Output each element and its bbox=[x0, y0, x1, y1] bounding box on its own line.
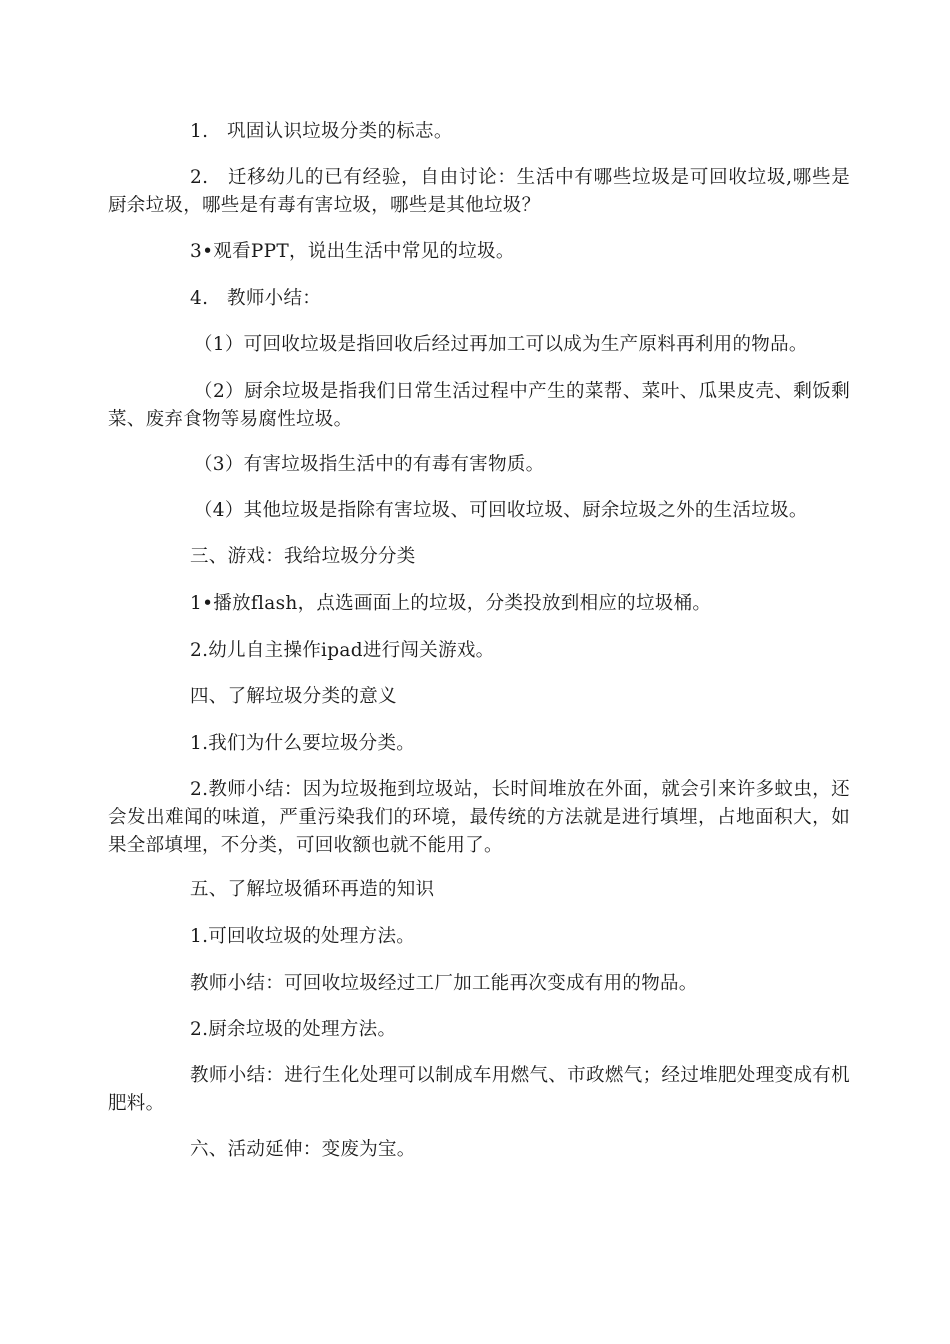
paragraph-9: 1•播放flash，点选画面上的垃圾，分类投放到相应的垃圾桶。 bbox=[190, 593, 712, 614]
paragraph-16: 教师小结：进行生化处理可以制成车用燃气、市政燃气；经过堆肥处理变成有机肥料。 bbox=[108, 1065, 850, 1114]
section-heading-6: 六、活动延伸：变废为宝。 bbox=[190, 1139, 416, 1160]
paragraph-10: 2.幼儿自主操作ipad进行闯关游戏。 bbox=[190, 640, 495, 661]
paragraph-3: 3•观看PPT，说出生活中常见的垃圾。 bbox=[190, 241, 515, 262]
section-heading-5: 五、了解垃圾循环再造的知识 bbox=[190, 879, 435, 900]
paragraph-7: （3）有害垃圾指生活中的有毒有害物质。 bbox=[194, 454, 545, 475]
paragraph-14: 教师小结：可回收垃圾经过工厂加工能再次变成有用的物品。 bbox=[190, 973, 698, 994]
paragraph-5: （1）可回收垃圾是指回收后经过再加工可以成为生产原料再利用的物品。 bbox=[194, 334, 808, 355]
paragraph-6: （2）厨余垃圾是指我们日常生活过程中产生的菜帮、菜叶、瓜果皮壳、剩饭剩菜、废弃食物等易腐性垃圾。 bbox=[108, 381, 850, 430]
paragraph-4: 4. 教师小结： bbox=[190, 288, 322, 309]
paragraph-15: 2.厨余垃圾的处理方法。 bbox=[190, 1019, 397, 1040]
section-heading-3: 三、游戏：我给垃圾分分类 bbox=[190, 546, 416, 567]
paragraph-13: 1.可回收垃圾的处理方法。 bbox=[190, 926, 416, 947]
section-heading-4: 四、了解垃圾分类的意义 bbox=[190, 686, 397, 707]
paragraph-2: 2. 迁移幼儿的已有经验，自由讨论：生活中有哪些垃圾是可回收垃圾,哪些是厨余垃圾，哪些是有毒有害垃圾，哪些是其他垃圾？ bbox=[108, 167, 850, 216]
paragraph-1: 1. 巩固认识垃圾分类的标志。 bbox=[190, 121, 453, 142]
paragraph-12: 2.教师小结：因为垃圾拖到垃圾站，长时间堆放在外面，就会引来许多蚊虫，还会发出难闻的味道，严重污染我们的环境，最传统的方法就是进行填埋，占地面积大，如果全部填埋，不分类，可回收额也就不能用了。 bbox=[108, 779, 850, 856]
paragraph-8: （4）其他垃圾是指除有害垃圾、可回收垃圾、厨余垃圾之外的生活垃圾。 bbox=[194, 500, 808, 521]
paragraph-11: 1.我们为什么要垃圾分类。 bbox=[190, 733, 416, 754]
